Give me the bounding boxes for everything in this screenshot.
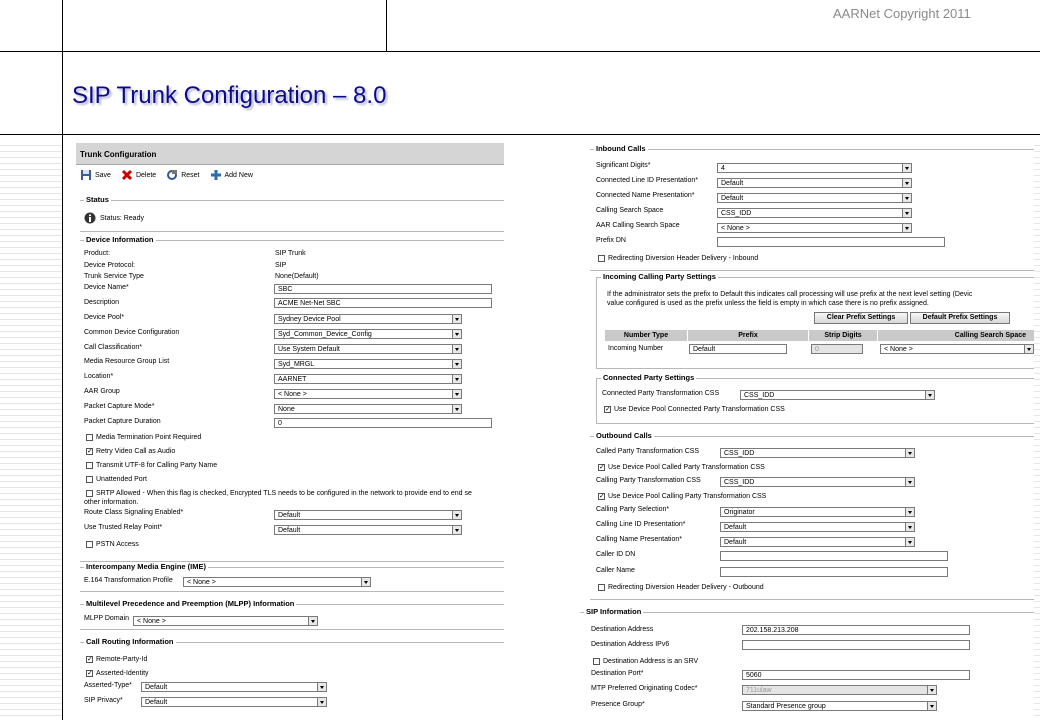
checkbox-box	[593, 658, 600, 665]
checkbox-box	[86, 434, 93, 441]
location-label: Location*	[84, 373, 114, 380]
remote-party-id-label: Remote-Party-Id	[96, 656, 148, 663]
chevron-down-icon	[452, 511, 461, 519]
prefix-dn-label: Prefix DN	[596, 237, 626, 244]
save-icon	[80, 169, 92, 181]
connected-party-section	[596, 373, 1034, 424]
frame-title-underline	[0, 134, 1040, 135]
mtp-codec-value: 711ulaw	[746, 687, 772, 694]
use-pool-connected-label: Use Device Pool Connected Party Transformation CSS	[614, 406, 785, 413]
copyright: AARNet Copyright 2011	[833, 6, 971, 21]
checkbox-box	[86, 476, 93, 483]
save-label: Save	[95, 171, 111, 179]
chevron-down-icon	[317, 698, 326, 706]
chevron-down-icon	[317, 683, 326, 691]
use-pool-connected-checkbox[interactable]	[604, 406, 785, 413]
device-pool-label: Device Pool*	[84, 314, 125, 321]
call-class-value: Use System Default	[278, 346, 340, 353]
dest-port-label: Destination Port*	[591, 670, 644, 677]
reset-icon	[166, 169, 178, 181]
chevron-down-icon	[452, 526, 461, 534]
inbound-legend: Inbound Calls	[596, 144, 646, 153]
route-class-select[interactable]	[274, 510, 462, 520]
connected-line-select[interactable]	[717, 178, 912, 188]
connected-transform-select[interactable]	[740, 390, 935, 400]
delete-button[interactable]	[121, 169, 156, 181]
prefix-dn-input[interactable]	[717, 237, 945, 247]
retry-video-label: Retry Video Call as Audio	[96, 448, 176, 455]
pstn-access-checkbox[interactable]	[86, 541, 139, 548]
caller-name-input[interactable]	[720, 567, 948, 577]
reset-button[interactable]	[166, 169, 199, 181]
trusted-relay-value: Default	[278, 527, 301, 534]
chevron-down-icon	[927, 686, 936, 694]
sig-digits-select[interactable]	[717, 163, 912, 173]
css-value: CSS_IDD	[721, 210, 752, 217]
reset-label: Reset	[181, 171, 200, 179]
line-pres-label: Calling Line ID Presentation*	[596, 521, 686, 528]
call-class-select[interactable]	[274, 344, 462, 354]
called-css-select[interactable]	[720, 448, 915, 458]
dest-port-input[interactable]: 5060	[742, 670, 970, 680]
col-css: Calling Search Space	[878, 330, 1034, 341]
css-label: Calling Search Space	[596, 207, 664, 214]
dest-addr-label: Destination Address	[591, 626, 654, 633]
e164-label: E.164 Transformation Profile	[84, 577, 173, 584]
checkbox-box	[598, 584, 605, 591]
common-config-label: Common Device Configuration	[84, 329, 180, 336]
mtp-codec-label: MTP Preferred Originating Codec*	[591, 685, 698, 692]
name-pres-label: Calling Name Presentation*	[596, 536, 682, 543]
chevron-down-icon	[902, 164, 911, 172]
col-strip-digits: Strip Digits	[809, 330, 877, 341]
chevron-down-icon	[905, 449, 914, 457]
dest-ipv6-input[interactable]	[742, 640, 970, 650]
incoming-prefix-input[interactable]: Default	[689, 344, 787, 354]
chevron-down-icon	[452, 345, 461, 353]
connected-name-value: Default	[721, 195, 744, 202]
chevron-down-icon	[902, 194, 911, 202]
connected-name-select[interactable]	[717, 193, 912, 203]
checkbox-box: ✓	[599, 493, 605, 500]
line-pres-select[interactable]	[720, 522, 915, 532]
connected-transform-value: CSS_IDD	[744, 392, 775, 399]
party-sel-value: Originator	[724, 509, 755, 516]
chevron-down-icon	[902, 224, 911, 232]
window-title: Trunk Configuration	[76, 143, 504, 165]
device-pool-select[interactable]	[274, 314, 462, 324]
party-sel-select[interactable]	[720, 507, 915, 517]
chevron-down-icon	[452, 405, 461, 413]
trunk-config-left-panel	[76, 143, 504, 715]
css-select[interactable]	[717, 208, 912, 218]
page-title: SIP Trunk Configuration – 8.0	[72, 82, 387, 109]
srtp-allowed-checkbox[interactable]	[86, 490, 472, 497]
decorative-lines-right	[1034, 140, 1040, 720]
frame-divider	[386, 0, 387, 51]
outbound-legend: Outbound Calls	[596, 431, 652, 440]
chevron-down-icon	[452, 360, 461, 368]
caller-dn-label: Caller ID DN	[596, 551, 636, 558]
chevron-down-icon	[925, 391, 934, 399]
mtp-required-checkbox[interactable]	[86, 434, 201, 441]
frame-left-line	[62, 0, 63, 720]
packet-mode-label: Packet Capture Mode*	[84, 403, 155, 410]
decorative-lines	[0, 140, 62, 720]
called-css-value: CSS_IDD	[724, 450, 755, 457]
asserted-identity-checkbox[interactable]	[86, 670, 149, 677]
chevron-down-icon	[905, 523, 914, 531]
chevron-down-icon	[452, 330, 461, 338]
checkbox-box: ✓	[605, 406, 611, 413]
mlpp-domain-select[interactable]	[133, 616, 318, 626]
chevron-down-icon	[902, 179, 911, 187]
caller-dn-input[interactable]	[720, 551, 948, 561]
chevron-down-icon	[905, 538, 914, 546]
asserted-identity-label: Asserted-Identity	[96, 670, 149, 677]
presence-select[interactable]	[742, 701, 937, 711]
packet-duration-input[interactable]: 0	[274, 418, 492, 428]
save-button[interactable]	[80, 169, 111, 181]
delete-icon	[121, 169, 133, 181]
incoming-note-2: value configured is used as the prefix unless the field is empty in which case there is no prefix assigned.	[607, 300, 929, 307]
mlpp-domain-value: < None >	[137, 618, 166, 625]
transmit-utf8-label: Transmit UTF-8 for Calling Party Name	[96, 462, 218, 469]
status-section	[80, 195, 504, 232]
call-class-label: Call Classification*	[84, 344, 142, 351]
e164-select[interactable]	[183, 577, 371, 587]
description-label: Description	[84, 299, 120, 306]
srtp-allowed-label: SRTP Allowed - When this flag is checked, Encrypted TLS needs to be configured in the network to provide end to end se	[96, 490, 472, 497]
remote-party-id-checkbox[interactable]	[86, 656, 147, 663]
dest-addr-input[interactable]: 202.158.213.208	[742, 625, 970, 635]
checkbox-box: ✓	[87, 656, 93, 663]
connected-party-legend: Connected Party Settings	[603, 373, 695, 382]
use-calling-pool-label: Use Device Pool Calling Party Transformation CSS	[608, 493, 767, 500]
retry-video-checkbox[interactable]	[86, 448, 175, 455]
party-sel-label: Calling Party Selection*	[596, 506, 670, 513]
name-pres-select[interactable]	[720, 537, 915, 547]
aar-group-select[interactable]	[274, 389, 462, 399]
presence-label: Presence Group*	[591, 701, 645, 708]
chevron-down-icon	[361, 578, 370, 586]
chevron-down-icon	[308, 617, 317, 625]
aar-css-select[interactable]	[717, 223, 912, 233]
location-value: AARNET	[278, 376, 307, 383]
status-legend: Status	[86, 195, 109, 204]
connected-name-label: Connected Name Presentation*	[596, 192, 695, 199]
use-calling-pool-checkbox[interactable]	[598, 493, 766, 500]
aar-group-value: < None >	[278, 391, 307, 398]
ime-legend: Intercompany Media Engine (IME)	[86, 562, 207, 571]
info-icon	[84, 212, 96, 224]
product-label: Product:	[84, 250, 111, 257]
name-pres-value: Default	[724, 539, 747, 546]
asserted-type-label: Asserted-Type*	[84, 682, 132, 689]
clear-prefix-button[interactable]: Clear Prefix Settings	[814, 312, 908, 324]
delete-label: Delete	[135, 171, 157, 179]
sip-privacy-value: Default	[145, 699, 168, 706]
mlpp-legend: Multilevel Precedence and Preemption (MLPP) Information	[86, 599, 295, 608]
device-name-label: Device Name*	[84, 284, 129, 291]
redirecting-outbound-label: Redirecting Diversion Header Delivery - Outbound	[608, 584, 764, 591]
trusted-relay-label: Use Trusted Relay Point*	[84, 524, 163, 531]
checkbox-box	[598, 255, 605, 262]
packet-mode-value: None	[278, 406, 295, 413]
called-css-label: Called Party Transformation CSS	[596, 448, 700, 455]
asserted-type-select[interactable]	[141, 682, 327, 692]
checkbox-box	[86, 462, 93, 469]
chevron-down-icon	[927, 702, 936, 710]
srtp-allowed-note: other information.	[84, 499, 139, 506]
checkbox-box: ✓	[87, 448, 93, 455]
packet-mode-select[interactable]	[274, 404, 462, 414]
device-name-input[interactable]: SBC	[274, 284, 492, 294]
col-number-type: Number Type	[605, 330, 687, 341]
presence-value: Standard Presence group	[746, 703, 826, 710]
mlpp-domain-label: MLPP Domain	[84, 615, 130, 622]
is-srv-label: Destination Address is an SRV	[603, 658, 699, 665]
use-called-pool-checkbox[interactable]	[598, 464, 765, 471]
sig-digits-label: Significant Digits*	[596, 162, 651, 169]
asserted-type-value: Default	[145, 684, 168, 691]
service-type-label: Trunk Service Type	[84, 273, 144, 280]
default-prefix-button[interactable]: Default Prefix Settings	[910, 312, 1010, 324]
mrgl-label: Media Resource Group List	[84, 358, 170, 365]
redirecting-inbound-label: Redirecting Diversion Header Delivery - Inbound	[608, 255, 759, 262]
call-routing-legend: Call Routing Information	[86, 637, 174, 646]
sip-info-legend: SIP Information	[586, 607, 642, 616]
unattended-port-label: Unattended Port	[96, 476, 147, 483]
chevron-down-icon	[902, 209, 911, 217]
status-text: Status: Ready	[100, 215, 144, 222]
connected-line-label: Connected Line ID Presentation*	[596, 177, 698, 184]
checkbox-box	[86, 490, 93, 497]
add-new-button[interactable]	[210, 169, 253, 181]
checkbox-box: ✓	[599, 464, 605, 471]
chevron-down-icon	[452, 315, 461, 323]
sip-privacy-select[interactable]	[141, 697, 327, 707]
chevron-down-icon	[452, 375, 461, 383]
add-new-icon	[210, 169, 222, 181]
protocol-value: SIP	[275, 262, 287, 269]
incoming-css-select[interactable]	[880, 344, 1034, 354]
dest-ipv6-label: Destination Address IPv6	[591, 641, 670, 648]
connected-line-value: Default	[721, 180, 744, 187]
pstn-access-label: PSTN Access	[96, 541, 139, 548]
caller-name-label: Caller Name	[596, 567, 635, 574]
incoming-note-1: If the administrator sets the prefix to Default this indicates call processing will use prefix at the next level setting (Devic	[607, 291, 973, 298]
checkbox-box: ✓	[87, 670, 93, 677]
common-config-select[interactable]	[274, 329, 462, 339]
device-pool-value: Sydney Device Pool	[278, 316, 341, 323]
connected-transform-label: Connected Party Transformation CSS	[602, 390, 720, 397]
calling-css-select[interactable]	[720, 477, 915, 487]
incoming-css-value: < None >	[884, 346, 913, 353]
location-select[interactable]	[274, 374, 462, 384]
chevron-down-icon	[1024, 345, 1033, 353]
use-called-pool-label: Use Device Pool Called Party Transformation CSS	[608, 464, 765, 471]
toolbar	[76, 166, 259, 184]
service-type-value: None(Default)	[275, 273, 319, 280]
col-prefix: Prefix	[688, 330, 808, 341]
calling-css-value: CSS_IDD	[724, 479, 755, 486]
e164-value: < None >	[187, 579, 216, 586]
redirecting-outbound-checkbox[interactable]	[598, 584, 764, 591]
line-pres-value: Default	[724, 524, 747, 531]
transmit-utf8-checkbox[interactable]	[86, 462, 217, 469]
route-class-label: Route Class Signaling Enabled*	[84, 509, 184, 516]
incoming-party-legend: Incoming Calling Party Settings	[603, 272, 716, 281]
redirecting-inbound-checkbox[interactable]	[598, 255, 758, 262]
device-info-legend: Device Information	[86, 235, 154, 244]
sip-privacy-label: SIP Privacy*	[84, 697, 123, 704]
sig-digits-value: 4	[721, 165, 725, 172]
checkbox-box	[86, 541, 93, 548]
aar-css-label: AAR Calling Search Space	[596, 222, 680, 229]
add-new-label: Add New	[224, 171, 253, 179]
route-class-value: Default	[278, 512, 301, 519]
sip-info-panel	[580, 606, 1034, 716]
trusted-relay-select[interactable]	[274, 525, 462, 535]
aar-css-value: < None >	[721, 225, 750, 232]
incoming-strip-input[interactable]: 0	[811, 344, 863, 354]
aar-group-label: AAR Group	[84, 388, 120, 395]
is-srv-checkbox[interactable]	[593, 658, 698, 665]
trunk-config-right-panel	[590, 140, 1034, 602]
common-config-value: Syd_Common_Device_Config	[278, 331, 372, 338]
mtp-codec-select[interactable]	[742, 685, 937, 695]
product-value: SIP Trunk	[275, 250, 306, 257]
chevron-down-icon	[452, 390, 461, 398]
mrgl-value: Syd_MRGL	[278, 361, 315, 368]
calling-css-label: Calling Party Transformation CSS	[596, 477, 701, 484]
description-input[interactable]: ACME Net-Net SBC	[274, 298, 492, 308]
protocol-label: Device Protocol:	[84, 262, 135, 269]
mrgl-select[interactable]	[274, 359, 462, 369]
packet-duration-label: Packet Capture Duration	[84, 418, 161, 425]
title-area	[664, 52, 1040, 134]
chevron-down-icon	[905, 508, 914, 516]
incoming-number-label: Incoming Number	[608, 345, 664, 352]
unattended-port-checkbox[interactable]	[86, 476, 147, 483]
chevron-down-icon	[905, 478, 914, 486]
mtp-required-label: Media Termination Point Required	[96, 434, 202, 441]
